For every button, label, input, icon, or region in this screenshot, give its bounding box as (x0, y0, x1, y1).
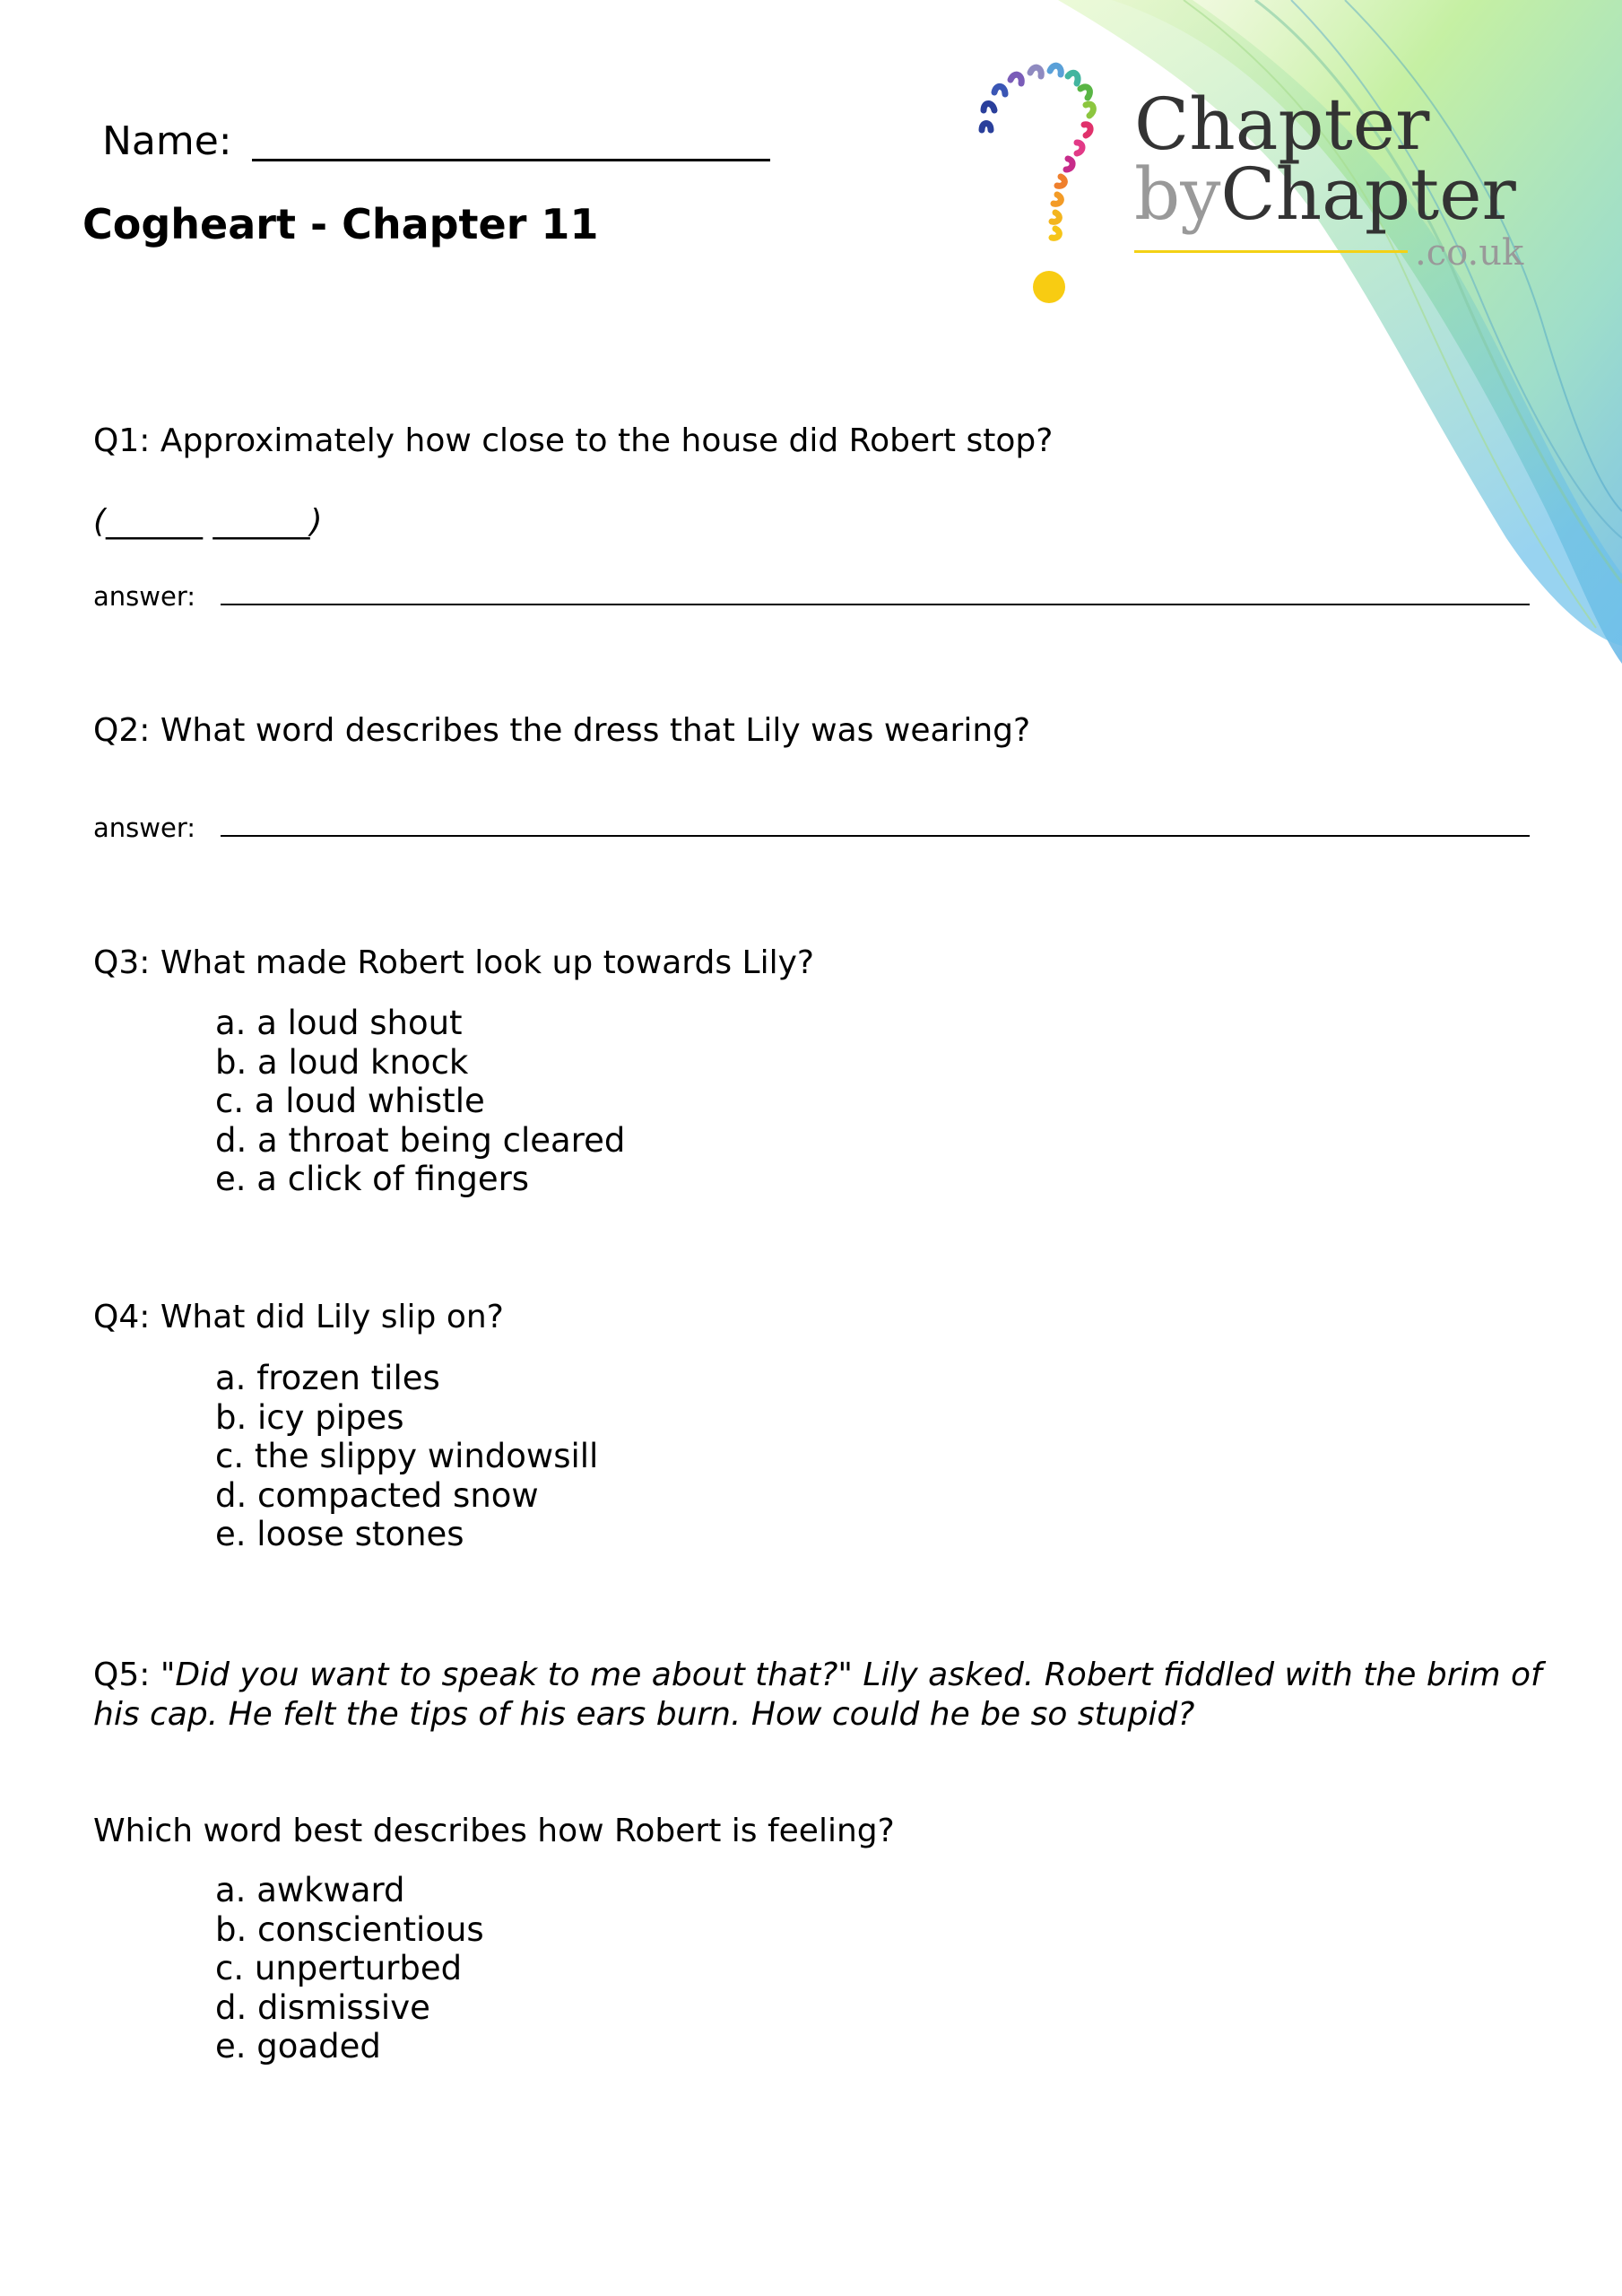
option-b[interactable]: b. a loud knock (215, 1042, 469, 1082)
answer-line[interactable] (221, 604, 1530, 605)
question-2-text: Q2: What word describes the dress that Lily was wearing? (93, 712, 1031, 749)
question-3-options (215, 1004, 625, 1199)
question-4-options (215, 1359, 598, 1554)
question-5-text: Which word best describes how Robert is feeling? (93, 1813, 895, 1849)
logo-word-chapter: Chapter (1134, 83, 1430, 166)
answer-line[interactable] (221, 835, 1530, 837)
question-2-answer[interactable] (93, 810, 1530, 846)
option-a[interactable]: a. frozen tiles (215, 1359, 440, 1397)
option-d[interactable]: d. compacted snow (215, 1475, 539, 1515)
option-a[interactable]: a. a loud shout (215, 1004, 463, 1042)
answer-label: answer: (93, 813, 196, 843)
logo-word-by: by (1134, 152, 1221, 236)
question-3-text: Q3: What made Robert look up towards Lily? (93, 944, 814, 981)
logo-word-bychapter (1134, 152, 1516, 236)
option-e[interactable]: e. loose stones (215, 1515, 464, 1553)
name-field[interactable] (102, 115, 770, 169)
option-b[interactable]: b. icy pipes (215, 1397, 404, 1437)
logo-word-chapter-2: Chapter (1220, 152, 1516, 236)
option-c[interactable]: c. a loud whistle (215, 1082, 485, 1120)
option-c[interactable]: c. the slippy windowsill (215, 1437, 599, 1475)
question-4-text: Q4: What did Lily slip on? (93, 1299, 504, 1335)
answer-label: answer: (93, 581, 196, 612)
option-e[interactable]: e. a click of fingers (215, 1160, 530, 1198)
question-1-text: Q1: Approximately how close to the house did Robert stop? (93, 422, 1054, 459)
question-5-quote (93, 1656, 1546, 1734)
worksheet-title: Cogheart - Chapter 11 (82, 200, 599, 248)
chapter-by-chapter-logo (964, 49, 1574, 318)
question-5-options (215, 1871, 484, 2066)
option-c[interactable]: c. unperturbed (215, 1949, 463, 1987)
name-label: Name: (102, 118, 232, 164)
option-a[interactable]: a. awkward (215, 1871, 405, 1909)
logo-underline (1134, 250, 1408, 253)
option-e[interactable]: e. goaded (215, 2027, 381, 2066)
question-1-answer[interactable] (93, 578, 1530, 614)
question-1-hint: (______ ______) (93, 503, 323, 540)
option-b[interactable]: b. conscientious (215, 1909, 484, 1949)
logo-domain: .co.uk (1415, 232, 1524, 274)
logo-dot (1033, 271, 1065, 303)
question-5-number: Q5: (93, 1657, 151, 1693)
question-5-quote-text: "Did you want to speak to me about that?" Lily asked. Robert fiddled with the brim of his cap. He felt the tips of his ears burn. How could he be so stupid? (93, 1657, 1542, 1733)
name-input-line[interactable] (252, 159, 770, 161)
option-d[interactable]: d. dismissive (215, 1987, 430, 2027)
option-d[interactable]: d. a throat being cleared (215, 1120, 626, 1160)
